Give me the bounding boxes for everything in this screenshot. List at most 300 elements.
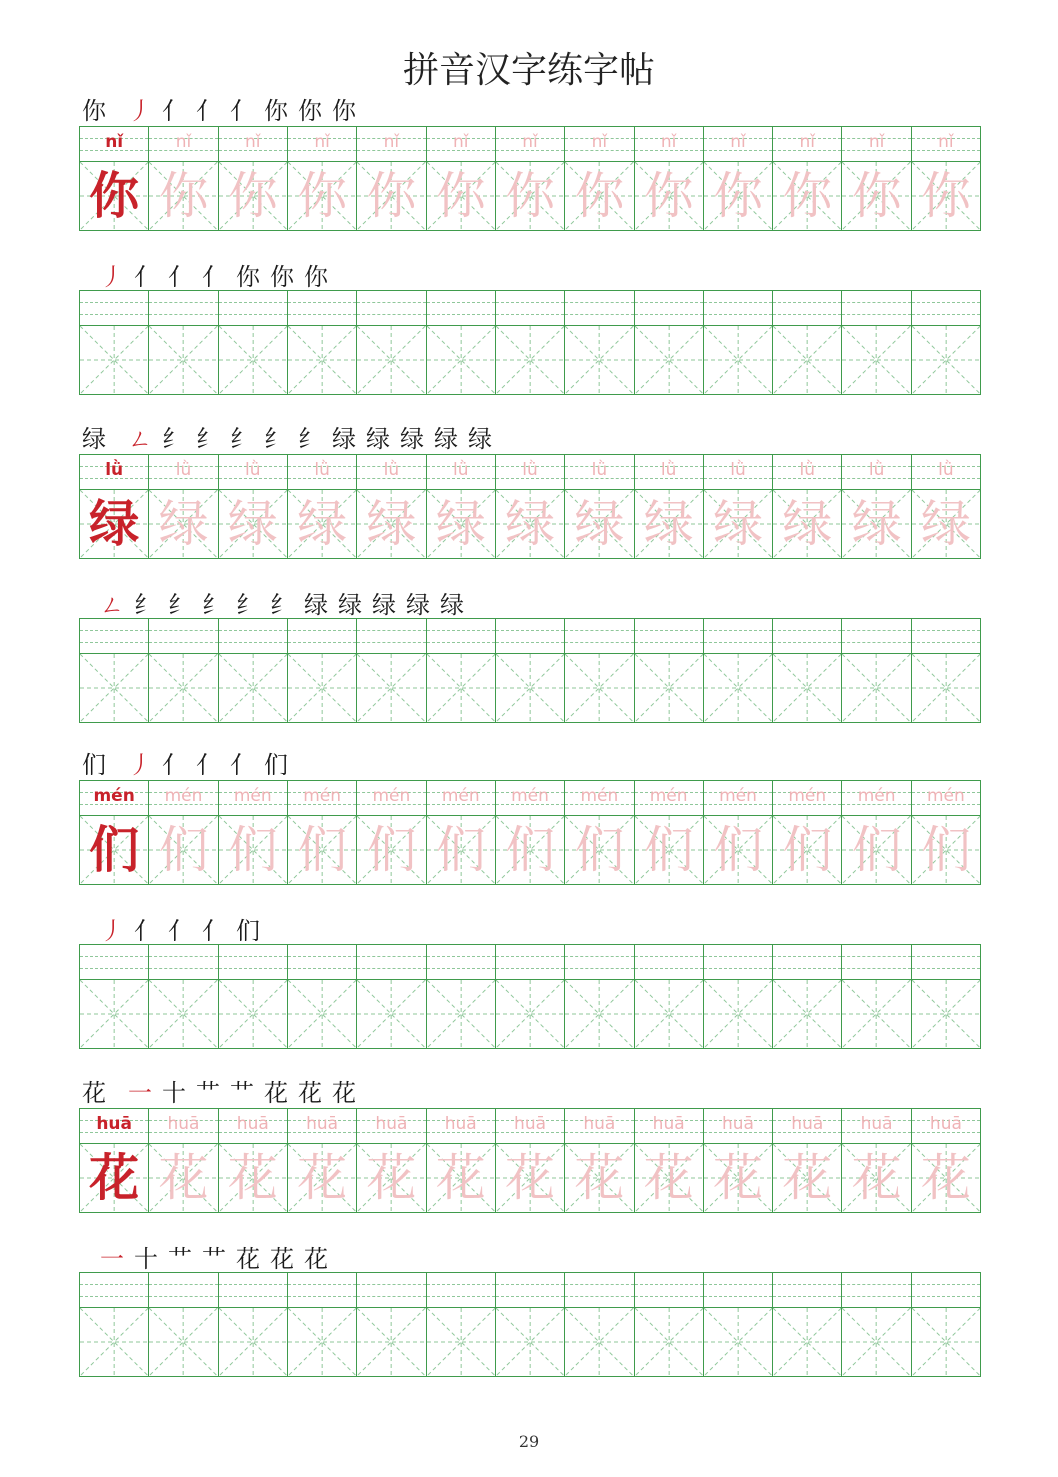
- writing-cell[interactable]: [635, 291, 704, 394]
- trace-cell[interactable]: [149, 1109, 218, 1212]
- guide-lines: [219, 326, 287, 394]
- stroke-order-header: [82, 746, 298, 780]
- character-square: [80, 490, 148, 558]
- model-cell: [80, 127, 149, 230]
- stroke-order-practice: [100, 586, 474, 620]
- character-trace: 花: [366, 1149, 417, 1207]
- trace-cell[interactable]: [288, 781, 357, 884]
- pinyin-band: [842, 127, 910, 162]
- guide-lines: [496, 980, 564, 1048]
- trace-cell[interactable]: [496, 455, 565, 558]
- trace-cell[interactable]: [704, 455, 773, 558]
- character-square: [219, 326, 287, 394]
- pinyin-trace: lǜ: [314, 460, 330, 480]
- pinyin-trace: huā: [860, 1114, 893, 1134]
- trace-cell[interactable]: [427, 127, 496, 230]
- trace-cell[interactable]: [496, 1109, 565, 1212]
- pinyin-trace: mén: [441, 786, 480, 806]
- trace-cell[interactable]: [635, 455, 704, 558]
- stroke-step: 绿: [434, 425, 458, 453]
- stroke-step: 绿: [372, 591, 396, 619]
- character-square: [427, 816, 495, 884]
- character-square: [635, 162, 703, 230]
- model-cell: [80, 1109, 149, 1212]
- pinyin-band: [219, 1109, 287, 1144]
- character-trace: 花: [297, 1149, 348, 1207]
- guide-lines: [635, 980, 703, 1048]
- writing-cell[interactable]: [80, 619, 149, 722]
- trace-cell[interactable]: [912, 1109, 980, 1212]
- writing-cell[interactable]: [912, 291, 980, 394]
- pinyin-band: [635, 619, 703, 654]
- trace-cell[interactable]: [773, 455, 842, 558]
- guide-lines: [773, 654, 841, 722]
- pinyin-band: [149, 455, 217, 490]
- character-trace: 花: [505, 1149, 556, 1207]
- writing-cell[interactable]: [773, 945, 842, 1048]
- trace-cell[interactable]: [842, 455, 911, 558]
- stroke-step: 纟: [162, 425, 186, 453]
- writing-cell[interactable]: [80, 945, 149, 1048]
- pinyin-band: [635, 455, 703, 490]
- pinyin-band: [80, 127, 148, 162]
- stroke-step: 绿: [332, 425, 356, 453]
- pinyin-band: [80, 1273, 148, 1308]
- pinyin-band: [427, 127, 495, 162]
- trace-cell[interactable]: [219, 455, 288, 558]
- character-square: [912, 1308, 980, 1376]
- character-trace: 你: [366, 167, 417, 225]
- pinyin-trace: lǜ: [245, 460, 261, 480]
- writing-cell[interactable]: [773, 1273, 842, 1376]
- trace-cell[interactable]: [842, 781, 911, 884]
- character-square: [149, 162, 217, 230]
- writing-cell[interactable]: [565, 1273, 634, 1376]
- pinyin-trace: nǐ: [314, 132, 330, 152]
- character-square: [496, 816, 564, 884]
- stroke-step: 丿: [100, 263, 124, 291]
- pinyin-band: [912, 619, 980, 654]
- writing-cell[interactable]: [427, 619, 496, 722]
- pinyin-trace: lǜ: [452, 460, 469, 480]
- writing-cell[interactable]: [912, 1273, 980, 1376]
- trace-cell[interactable]: [149, 127, 218, 230]
- guide-lines: [704, 326, 772, 394]
- writing-cell[interactable]: [149, 291, 218, 394]
- stroke-step: 亻: [168, 263, 192, 291]
- writing-cell[interactable]: [427, 291, 496, 394]
- trace-cell[interactable]: [427, 1109, 496, 1212]
- writing-cell[interactable]: [288, 619, 357, 722]
- character-model: 绿: [89, 494, 140, 553]
- trace-cell[interactable]: [704, 1109, 773, 1212]
- writing-cell[interactable]: [565, 619, 634, 722]
- pinyin-trace: huā: [167, 1114, 200, 1134]
- character-square: [912, 490, 980, 558]
- character-square: [80, 980, 148, 1048]
- pinyin-trace: lǜ: [868, 460, 885, 480]
- guide-lines: [288, 654, 356, 722]
- pinyin-trace: mén: [164, 786, 203, 806]
- writing-cell[interactable]: [842, 945, 911, 1048]
- page-number: 29: [518, 1432, 540, 1451]
- character-trace: 们: [920, 821, 971, 879]
- writing-cell[interactable]: [149, 945, 218, 1048]
- character-trace: 你: [574, 167, 625, 225]
- character-trace: 花: [227, 1149, 278, 1207]
- pinyin-band: [496, 455, 564, 490]
- character-square: [357, 980, 425, 1048]
- writing-cell[interactable]: [704, 619, 773, 722]
- writing-cell[interactable]: [912, 619, 980, 722]
- guide-lines: [149, 326, 217, 394]
- trace-cell[interactable]: [912, 781, 980, 884]
- writing-cell[interactable]: [357, 619, 426, 722]
- guide-lines: [704, 980, 772, 1048]
- trace-cell[interactable]: [219, 1109, 288, 1212]
- writing-cell[interactable]: [496, 291, 565, 394]
- pinyin-band: [635, 1109, 703, 1144]
- trace-cell[interactable]: [219, 127, 288, 230]
- pinyin-band: [427, 1273, 495, 1308]
- writing-cell[interactable]: [842, 619, 911, 722]
- stroke-step: 纟: [230, 425, 254, 453]
- character-square: [427, 162, 495, 230]
- character-square: [773, 326, 841, 394]
- trace-cell[interactable]: [842, 127, 911, 230]
- writing-cell[interactable]: [288, 945, 357, 1048]
- stroke-step: 绿: [468, 425, 492, 453]
- pinyin-trace: nǐ: [730, 132, 746, 152]
- pinyin-band: [496, 1273, 564, 1308]
- writing-cell[interactable]: [565, 945, 634, 1048]
- writing-cell[interactable]: [842, 1273, 911, 1376]
- trace-cell[interactable]: [149, 455, 218, 558]
- stroke-step: 丿: [100, 917, 124, 945]
- trace-cell[interactable]: [496, 127, 565, 230]
- pinyin-band: [357, 619, 425, 654]
- character-square: [565, 490, 633, 558]
- writing-cell[interactable]: [357, 291, 426, 394]
- writing-cell[interactable]: [357, 1273, 426, 1376]
- trace-cell[interactable]: [912, 455, 980, 558]
- trace-cell[interactable]: [288, 1109, 357, 1212]
- character-model: 花: [89, 1148, 140, 1207]
- pinyin-band: [704, 1273, 772, 1308]
- character-square: [496, 326, 564, 394]
- guide-lines: [565, 326, 633, 394]
- pinyin-band: [565, 127, 633, 162]
- stroke-step: ㄥ: [128, 425, 152, 453]
- writing-cell[interactable]: [288, 1273, 357, 1376]
- pinyin-trace: huā: [375, 1114, 408, 1134]
- trace-cell[interactable]: [635, 1109, 704, 1212]
- stroke-order-practice: [100, 1240, 338, 1274]
- writing-cell[interactable]: [704, 1273, 773, 1376]
- guide-lines: [357, 326, 425, 394]
- writing-cell[interactable]: [219, 945, 288, 1048]
- character-trace: 绿: [712, 495, 763, 553]
- character-square: [773, 490, 841, 558]
- character-square: [912, 326, 980, 394]
- trace-cell[interactable]: [427, 455, 496, 558]
- character-square: [635, 1308, 703, 1376]
- pinyin-band: [912, 1273, 980, 1308]
- stroke-step: 花: [304, 1245, 328, 1273]
- writing-cell[interactable]: [427, 945, 496, 1048]
- character-square: [565, 654, 633, 722]
- stroke-step: 纟: [168, 591, 192, 619]
- character-trace: 花: [712, 1149, 763, 1207]
- writing-cell[interactable]: [219, 1273, 288, 1376]
- guide-lines: [912, 980, 980, 1048]
- writing-cell[interactable]: [773, 619, 842, 722]
- character-square: [496, 1144, 564, 1212]
- character-square: [496, 162, 564, 230]
- character-square: [773, 980, 841, 1048]
- character-square: [842, 980, 910, 1048]
- guide-lines: [80, 326, 148, 394]
- trace-cell[interactable]: [704, 127, 773, 230]
- trace-cell[interactable]: [149, 781, 218, 884]
- guide-lines: [357, 980, 425, 1048]
- guide-lines: [496, 326, 564, 394]
- pinyin-band: [565, 1273, 633, 1308]
- pinyin-trace: nǐ: [938, 132, 954, 152]
- character-trace: 你: [297, 167, 348, 225]
- pinyin-trace: mén: [303, 786, 341, 806]
- character-square: [288, 1308, 356, 1376]
- guide-lines: [80, 980, 148, 1048]
- character-trace: 绿: [782, 495, 833, 553]
- writing-cell[interactable]: [288, 291, 357, 394]
- trace-cell[interactable]: [842, 1109, 911, 1212]
- pinyin-band: [496, 619, 564, 654]
- writing-cell[interactable]: [565, 291, 634, 394]
- character-model: 们: [89, 820, 140, 879]
- character-trace: 们: [851, 821, 902, 879]
- guide-lines: [842, 326, 910, 394]
- stroke-step: 纟: [236, 591, 260, 619]
- trace-cell[interactable]: [496, 781, 565, 884]
- character-square: [219, 1144, 287, 1212]
- character-square: [288, 1144, 356, 1212]
- writing-cell[interactable]: [219, 619, 288, 722]
- guide-lines: [704, 1308, 772, 1376]
- stroke-step: 亻: [202, 917, 226, 945]
- writing-cell[interactable]: [80, 291, 149, 394]
- trace-cell[interactable]: [773, 1109, 842, 1212]
- stroke-step: 你: [264, 97, 288, 125]
- character-square: [149, 490, 217, 558]
- character-trace: 们: [227, 821, 278, 879]
- stroke-step: 纟: [134, 591, 158, 619]
- pinyin-trace: nǐ: [522, 132, 538, 152]
- pinyin-band: [912, 781, 980, 816]
- writing-cell[interactable]: [912, 945, 980, 1048]
- writing-cell[interactable]: [496, 945, 565, 1048]
- pinyin-band: [357, 291, 425, 326]
- character-square: [565, 1144, 633, 1212]
- character-trace: 绿: [574, 495, 625, 553]
- trace-cell[interactable]: [635, 127, 704, 230]
- character-square: [357, 490, 425, 558]
- stroke-step: 亻: [162, 97, 186, 125]
- trace-cell[interactable]: [565, 1109, 634, 1212]
- writing-cell[interactable]: [427, 1273, 496, 1376]
- stroke-step: 十: [134, 1245, 158, 1273]
- character-trace: 你: [158, 167, 209, 225]
- writing-cell[interactable]: [149, 1273, 218, 1376]
- trace-cell[interactable]: [357, 127, 426, 230]
- character-square: [635, 980, 703, 1048]
- character-trace: 绿: [297, 495, 348, 553]
- character-square: [912, 654, 980, 722]
- guide-lines: [842, 980, 910, 1048]
- pinyin-band: [288, 291, 356, 326]
- pinyin-band: [80, 945, 148, 980]
- character-square: [704, 490, 772, 558]
- character-square: [635, 816, 703, 884]
- stroke-step: 十: [162, 1079, 186, 1107]
- pinyin-band: [565, 945, 633, 980]
- writing-cell[interactable]: [773, 291, 842, 394]
- character-square: [496, 654, 564, 722]
- pinyin-band: [496, 127, 564, 162]
- trace-cell[interactable]: [288, 455, 357, 558]
- pinyin-band: [288, 945, 356, 980]
- character-square: [219, 490, 287, 558]
- pinyin-band: [842, 291, 910, 326]
- tracing-grid: [79, 1108, 981, 1213]
- pinyin-band: [635, 945, 703, 980]
- character-square: [80, 654, 148, 722]
- character-square: [565, 980, 633, 1048]
- writing-cell[interactable]: [496, 1273, 565, 1376]
- pinyin-band: [288, 619, 356, 654]
- writing-cell[interactable]: [149, 619, 218, 722]
- pinyin-band: [357, 127, 425, 162]
- pinyin-band: [357, 1273, 425, 1308]
- trace-cell[interactable]: [635, 781, 704, 884]
- pinyin-band: [80, 781, 148, 816]
- pinyin-band: [427, 455, 495, 490]
- trace-cell[interactable]: [565, 127, 634, 230]
- pinyin-band: [635, 291, 703, 326]
- pinyin-band: [427, 619, 495, 654]
- stroke-step: 绿: [338, 591, 362, 619]
- character-trace: 绿: [643, 495, 694, 553]
- character-square: [288, 654, 356, 722]
- character-square: [219, 162, 287, 230]
- pinyin-band: [773, 291, 841, 326]
- writing-cell[interactable]: [357, 945, 426, 1048]
- pinyin-band: [704, 455, 772, 490]
- character-trace: 你: [851, 167, 902, 225]
- pinyin-band: [842, 945, 910, 980]
- trace-cell[interactable]: [912, 127, 980, 230]
- pinyin-band: [357, 945, 425, 980]
- pinyin-trace: huā: [306, 1114, 339, 1134]
- pinyin-band: [842, 455, 910, 490]
- tracing-grid: [79, 126, 981, 231]
- stroke-step: 纟: [196, 425, 220, 453]
- trace-cell[interactable]: [219, 781, 288, 884]
- character-square: [357, 1308, 425, 1376]
- character-square: [149, 980, 217, 1048]
- pinyin-trace: nǐ: [383, 132, 400, 152]
- pinyin-band: [496, 781, 564, 816]
- character-trace: 们: [366, 821, 417, 879]
- pinyin-band: [427, 781, 495, 816]
- character-model: 你: [89, 166, 140, 225]
- character-square: [704, 654, 772, 722]
- pinyin-band: [219, 1273, 287, 1308]
- character-square: [704, 326, 772, 394]
- pinyin-band: [773, 127, 841, 162]
- trace-cell[interactable]: [357, 781, 426, 884]
- trace-cell[interactable]: [427, 781, 496, 884]
- trace-cell[interactable]: [704, 781, 773, 884]
- trace-cell[interactable]: [773, 781, 842, 884]
- stroke-step: 一: [100, 1245, 124, 1273]
- character-trace: 你: [505, 167, 556, 225]
- stroke-step: 丿: [128, 97, 152, 125]
- guide-lines: [842, 1308, 910, 1376]
- stroke-step: 花: [332, 1079, 356, 1107]
- practice-grid: [79, 944, 981, 1049]
- trace-cell[interactable]: [565, 455, 634, 558]
- writing-cell[interactable]: [704, 945, 773, 1048]
- pinyin-band: [842, 1109, 910, 1144]
- writing-cell[interactable]: [635, 945, 704, 1048]
- character-trace: 你: [435, 167, 486, 225]
- guide-lines: [288, 980, 356, 1048]
- character-trace: 花: [158, 1149, 209, 1207]
- trace-cell[interactable]: [773, 127, 842, 230]
- pinyin-band: [149, 781, 217, 816]
- stroke-step: 绿: [440, 591, 464, 619]
- pinyin-band: [635, 127, 703, 162]
- writing-cell[interactable]: [635, 619, 704, 722]
- trace-cell[interactable]: [565, 781, 634, 884]
- writing-cell[interactable]: [704, 291, 773, 394]
- pinyin-trace: huā: [721, 1114, 754, 1134]
- trace-cell[interactable]: [357, 455, 426, 558]
- character-square: [427, 490, 495, 558]
- writing-cell[interactable]: [496, 619, 565, 722]
- writing-cell[interactable]: [219, 291, 288, 394]
- guide-lines: [357, 1308, 425, 1376]
- guide-lines: [635, 326, 703, 394]
- character-trace: 们: [782, 821, 833, 879]
- pinyin-band: [565, 1109, 633, 1144]
- character-square: [704, 1308, 772, 1376]
- pinyin-band: [635, 781, 703, 816]
- pinyin-band: [704, 945, 772, 980]
- trace-cell[interactable]: [288, 127, 357, 230]
- writing-cell[interactable]: [80, 1273, 149, 1376]
- stroke-step: 你: [236, 263, 260, 291]
- pinyin-trace: nǐ: [591, 132, 608, 152]
- writing-cell[interactable]: [842, 291, 911, 394]
- writing-cell[interactable]: [635, 1273, 704, 1376]
- stroke-step: 艹: [230, 1079, 254, 1107]
- trace-cell[interactable]: [357, 1109, 426, 1212]
- pinyin-trace: mén: [233, 786, 272, 806]
- character-square: [149, 326, 217, 394]
- stroke-order-practice: [100, 912, 270, 946]
